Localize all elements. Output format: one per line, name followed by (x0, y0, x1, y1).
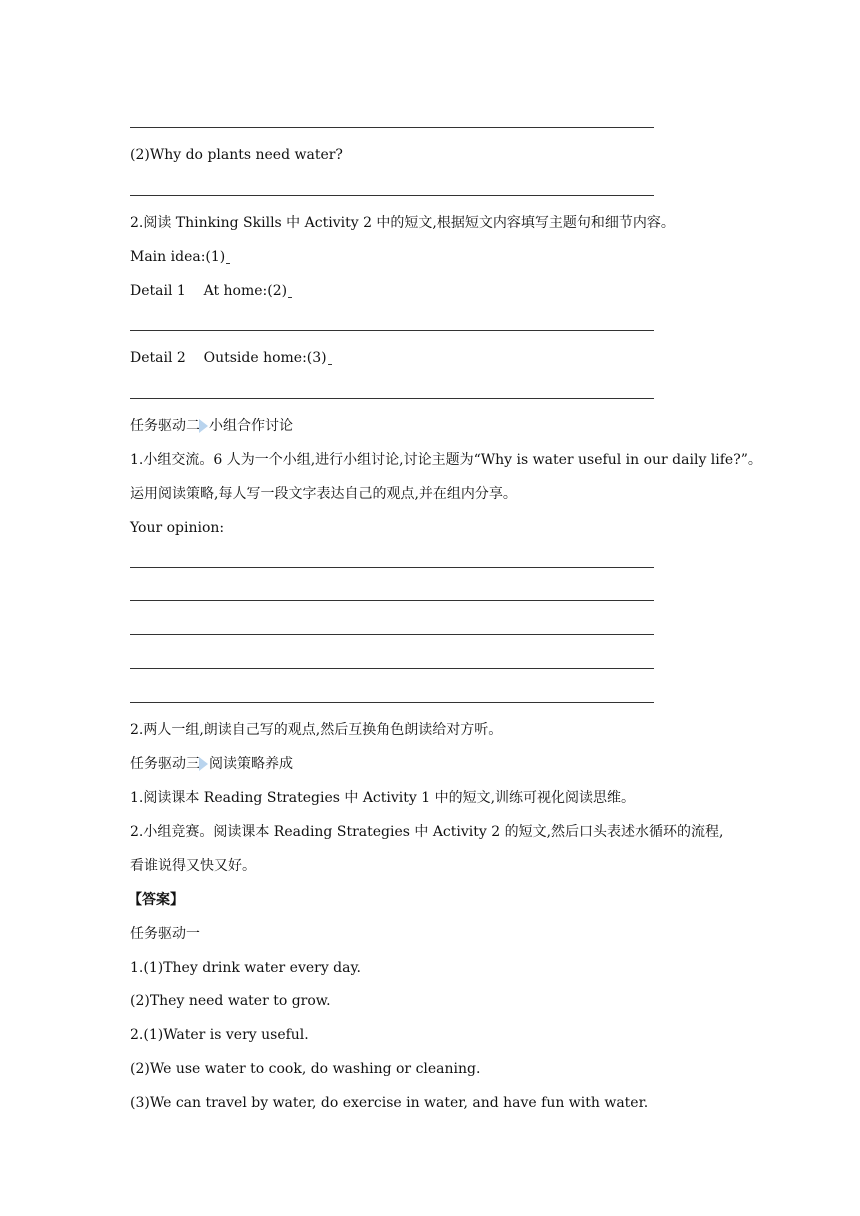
answer-line (130, 127, 654, 128)
answer-line-1: 1.(1)They drink water every day. (130, 960, 361, 976)
task3-heading: 任务驱动三 阅读策略养成 (130, 756, 293, 772)
task3-item-2-line-1: 2.小组竞赛。阅读课本 Reading Strategies 中 Activity 2 的短文,然后口头表述水循环的流程, (130, 824, 724, 840)
task2-heading: 任务驱动二 小组合作讨论 (130, 418, 293, 434)
answer-line (130, 668, 654, 669)
task2-item-1-line-1: 1.小组交流。6 人为一个小组,进行小组讨论,讨论主题为“Why is water useful in our daily life?”。 (130, 452, 762, 468)
answer-line (130, 600, 654, 601)
answer-task1-label: 任务驱动一 (130, 926, 200, 942)
main-idea: Main idea:(1) (130, 247, 230, 267)
answer-heading: 【答案】 (128, 892, 184, 908)
answer-line (130, 702, 654, 703)
answer-line (130, 330, 654, 331)
answer-line (130, 634, 654, 635)
task3-item-2-line-2: 看谁说得又快又好。 (130, 858, 256, 874)
answer-line (130, 567, 654, 568)
task2-item-2: 2.两人一组,朗读自己写的观点,然后互换角色朗读给对方听。 (130, 722, 503, 738)
answer-line-3: 2.(1)Water is very useful. (130, 1027, 309, 1043)
detail-2: Detail 2 Outside home:(3) (130, 348, 332, 368)
task3-item-1: 1.阅读课本 Reading Strategies 中 Activity 1 中的短文,训练可视化阅读思维。 (130, 790, 636, 806)
answer-line (130, 195, 654, 196)
arrow-icon (199, 419, 208, 433)
question-2: (2)Why do plants need water? (130, 147, 343, 163)
answer-line-2: (2)They need water to grow. (130, 993, 331, 1009)
answer-line (130, 398, 654, 399)
answer-line-5: (3)We can travel by water, do exercise in water, and have fun with water. (130, 1095, 649, 1111)
detail-1: Detail 1 At home:(2) (130, 281, 292, 301)
answer-line-4: (2)We use water to cook, do washing or cleaning. (130, 1061, 481, 1077)
task2-item-1-line-2: 运用阅读策略,每人写一段文字表达自己的观点,并在组内分享。 (130, 486, 517, 502)
arrow-icon (199, 757, 208, 771)
your-opinion-label: Your opinion: (130, 520, 225, 536)
task1-item-2: 2.阅读 Thinking Skills 中 Activity 2 中的短文,根据短文内容填写主题句和细节内容。 (130, 215, 675, 231)
